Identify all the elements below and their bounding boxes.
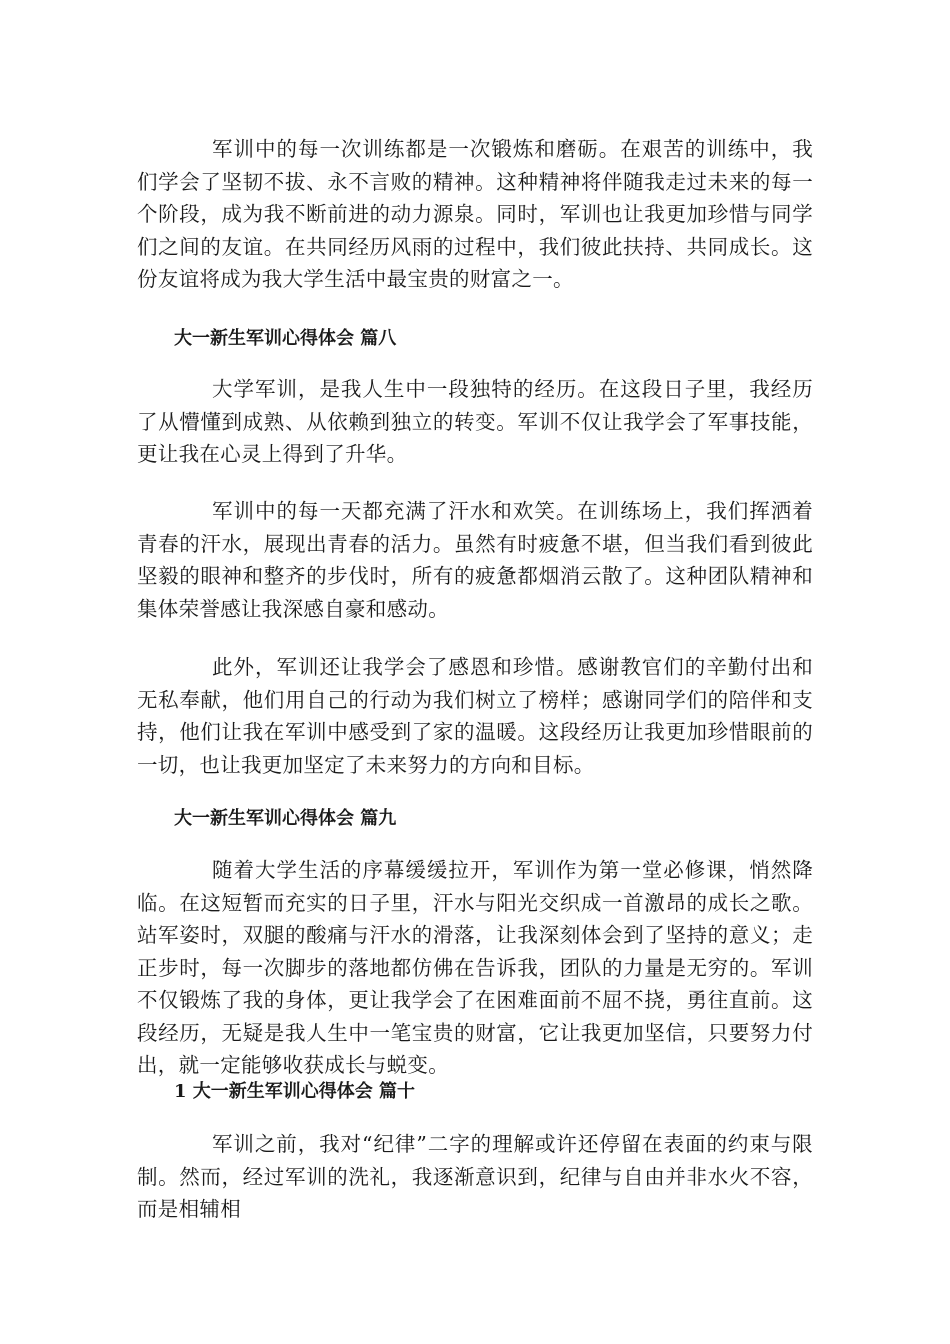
section-heading-part-8: 大一新生军训心得体会 篇八 [174,328,397,349]
paragraph-sweat-and-laughter: 军训中的每一天都充满了汗水和欢笑。在训练场上，我们挥洒着青春的汗水，展现出青春的活力。虽然有时疲惫不堪，但当我们看到彼此坚毅的眼神和整齐的步伐时，所有的疲惫都烟消云散了。这种团队精神和集体荣誉感让我深感自豪和感动。 [137,499,813,621]
section-heading-part-9: 大一新生军训心得体会 篇九 [174,808,397,829]
paragraph-discipline: 军训之前，我对“纪律”二字的理解或许还停留在表面的约束与限制。然而，经过军训的洗礼，我逐渐意识到，纪律与自由并非水火不容，而是相辅相 [137,1132,813,1221]
paragraph-gratitude: 此外，军训还让我学会了感恩和珍惜。感谢教官们的辛勤付出和无私奉献，他们用自己的行动为我们树立了榜样；感谢同学们的陪伴和支持，他们让我在军训中感受到了家的温暖。这段经历让我更加珍惜眼前的一切，也让我更加坚定了未来努力的方向和目标。 [137,655,813,777]
paragraph-university-training: 大学军训，是我人生中一段独特的经历。在这段日子里，我经历了从懵懂到成熟、从依赖到独立的转变。军训不仅让我学会了军事技能，更让我在心灵上得到了升华。 [137,377,813,466]
paragraph-training-tempering: 军训中的每一次训练都是一次锻炼和磨砺。在艰苦的训练中，我们学会了坚韧不拔、永不言败的精神。这种精神将伴随我走过未来的每一个阶段，成为我不断前进的动力源泉。同时，军训也让我更加珍惜与同学们之间的友谊。在共同经历风雨的过程中，我们彼此扶持、共同成长。这份友谊将成为我大学生活中最宝贵的财富之一。 [137,137,813,291]
section-heading-part-10: 1 大一新生军训心得体会 篇十 [174,1081,416,1102]
paragraph-first-course: 随着大学生活的序幕缓缓拉开，军训作为第一堂必修课，悄然降临。在这短暂而充实的日子里，汗水与阳光交织成一首激昂的成长之歌。站军姿时，双腿的酸痛与汗水的滑落，让我深刻体会到了坚持的意义；走正步时，每一次脚步的落地都仿佛在告诉我，团队的力量是无穷的。军训不仅锻炼了我的身体，更让我学会了在困难面前不屈不挠，勇往直前。这段经历，无疑是我人生中一笔宝贵的财富，它让我更加坚信，只要努力付出，就一定能够收获成长与蜕变。 [137,858,813,1077]
